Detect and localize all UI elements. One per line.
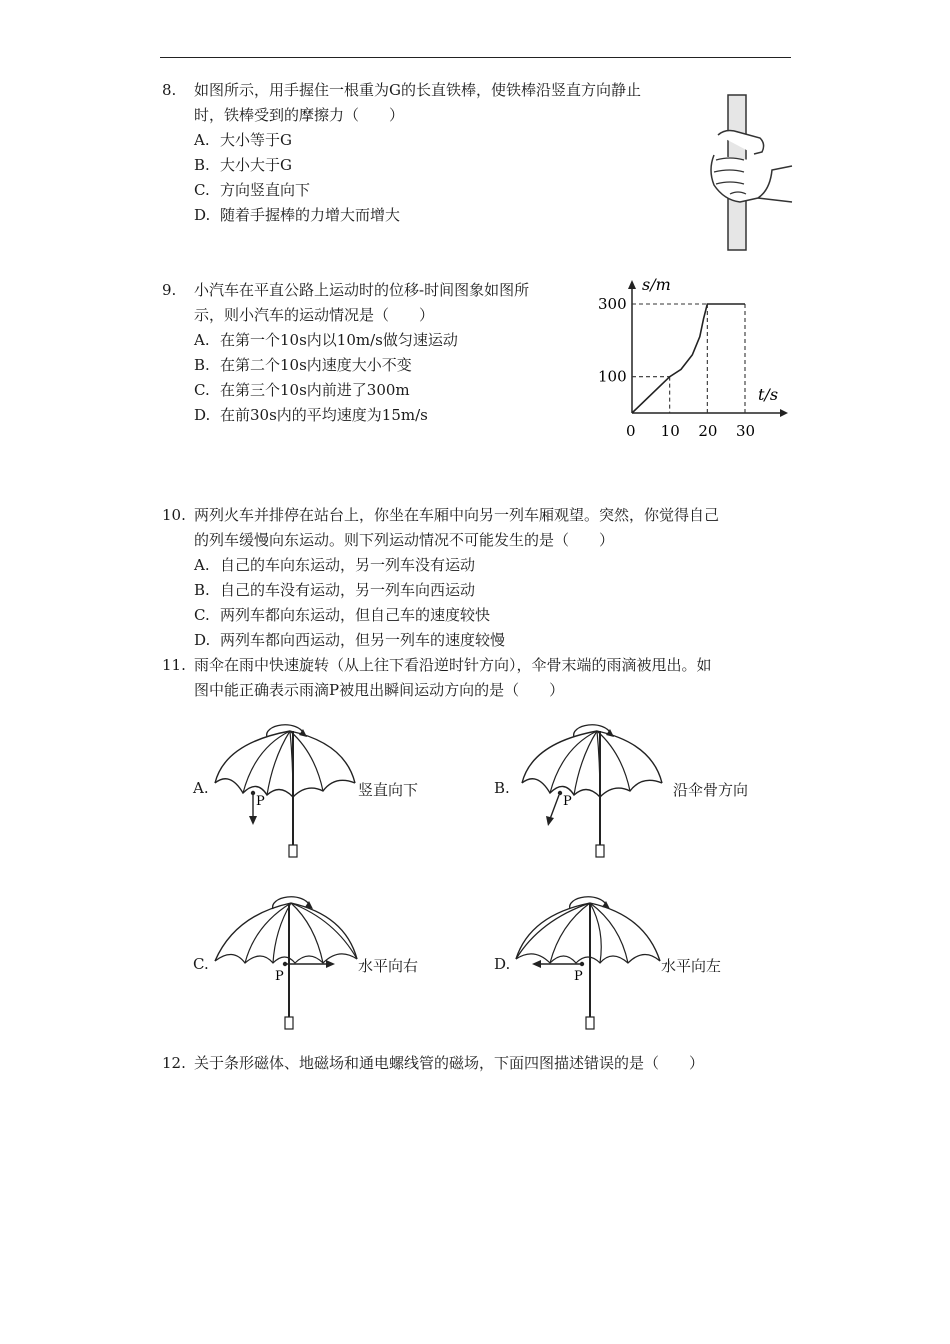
q9-option-d[interactable]: D. 在前30s内的平均速度为15m/s [194, 406, 428, 424]
y-axis-label: s/m [642, 275, 671, 294]
hand-holding-rod-figure [700, 90, 795, 255]
point-p-label: P [256, 794, 265, 809]
q9-option-c[interactable]: C. 在第三个10s内前进了300m [194, 381, 410, 399]
q11-stem [194, 653, 712, 703]
umbrella-d-figure[interactable] [510, 885, 670, 1035]
q10-number: 10. [162, 506, 186, 524]
q8-stem-line1: 如图所示，用手握住一根重为G的长直铁棒，使铁棒沿竖直方向静止 [194, 81, 641, 99]
y-axis-arrow-icon [628, 280, 636, 289]
q12-stem-line1: 关于条形磁体、地磁场和通电螺线管的磁场，下面四图描述错误的是（ ） [194, 1054, 705, 1072]
q11-stem-line1: 雨伞在雨中快速旋转（从上往下看沿逆时针方向），伞骨末端的雨滴被甩出。如 [194, 656, 712, 674]
point-p-label: P [563, 794, 572, 809]
x-tick-label: 10 [660, 422, 680, 440]
q11-option-c-caption: 水平向右 [358, 957, 419, 975]
arrow-left-icon [532, 960, 541, 968]
q11-stem-line2: 图中能正确表示雨滴P被甩出瞬间运动方向的是（ ） [194, 681, 565, 699]
s-t-curve [632, 304, 745, 413]
q9-number: 9. [162, 281, 177, 299]
q10-option-b[interactable]: B. 自己的车没有运动，另一列车向西运动 [194, 581, 476, 599]
q11-option-a-caption: 竖直向下 [358, 781, 419, 799]
x-tick-label: 30 [736, 422, 756, 440]
q8-option-d[interactable]: D. 随着手握棒的力增大而增大 [194, 206, 401, 224]
q11-option-a-label[interactable]: A. [193, 779, 209, 797]
q8-option-a[interactable]: A. 大小等于G [194, 131, 292, 149]
q11-option-b-caption: 沿伞骨方向 [673, 781, 749, 799]
q10-stem-line1: 两列火车并排停在站台上，你坐在车厢中向另一列车厢观望。突然，你觉得自己 [194, 506, 720, 524]
q9-stem-line1: 小汽车在平直公路上运动时的位移-时间图象如图所 [194, 281, 530, 299]
q8-option-c[interactable]: C. 方向竖直向下 [194, 181, 311, 199]
umbrella-a-figure[interactable] [205, 713, 365, 863]
arrow-down-left-icon [546, 816, 554, 826]
q10-option-d[interactable]: D. 两列车都向西运动，但另一列车的速度较慢 [194, 631, 506, 649]
umbrella-b-figure[interactable] [512, 713, 672, 863]
q11-option-b-label[interactable]: B. [494, 779, 510, 797]
point-p-label: P [275, 969, 284, 984]
q10-stem [194, 503, 719, 553]
y-tick-label: 300 [598, 295, 627, 313]
q8-number: 8. [162, 81, 177, 99]
x-tick-label: 20 [698, 422, 718, 440]
arrow-down-icon [249, 816, 257, 825]
q10-option-c[interactable]: C. 两列车都向东运动，但自己车的速度较快 [194, 606, 491, 624]
point-p-label: P [574, 969, 583, 984]
q11-option-d-label[interactable]: D. [494, 955, 511, 973]
q10-option-a[interactable]: A. 自己的车向东运动，另一列车没有运动 [194, 556, 476, 574]
header-rule [160, 57, 791, 58]
q10-stem-line2: 的列车缓慢向东运动。则下列运动情况不可能发生的是（ ） [194, 531, 615, 549]
q8-option-b[interactable]: B. 大小大于G [194, 156, 292, 174]
q9-option-a[interactable]: A. 在第一个10s内以10m/s做匀速运动 [194, 331, 458, 349]
x-axis-label: t/s [758, 385, 779, 404]
y-tick-label: 100 [598, 367, 627, 386]
arrow-right-icon [326, 960, 335, 968]
q11-number: 11. [162, 656, 186, 674]
q9-option-b[interactable]: B. 在第二个10s内速度大小不变 [194, 356, 412, 374]
q11-option-c-label[interactable]: C. [193, 955, 209, 973]
q12-stem [194, 1051, 704, 1076]
q9-stem [194, 278, 529, 328]
origin-label: 0 [626, 422, 636, 440]
q11-option-d-caption: 水平向左 [661, 957, 722, 975]
q8-stem-line2: 时，铁棒受到的摩擦力（ ） [194, 106, 405, 124]
q8-stem [194, 78, 641, 128]
s-t-graph [590, 270, 790, 465]
umbrella-c-figure[interactable] [205, 885, 365, 1035]
q12-number: 12. [162, 1054, 186, 1072]
x-axis-arrow-icon [780, 409, 788, 417]
q9-stem-line2: 示，则小汽车的运动情况是（ ） [194, 306, 435, 324]
